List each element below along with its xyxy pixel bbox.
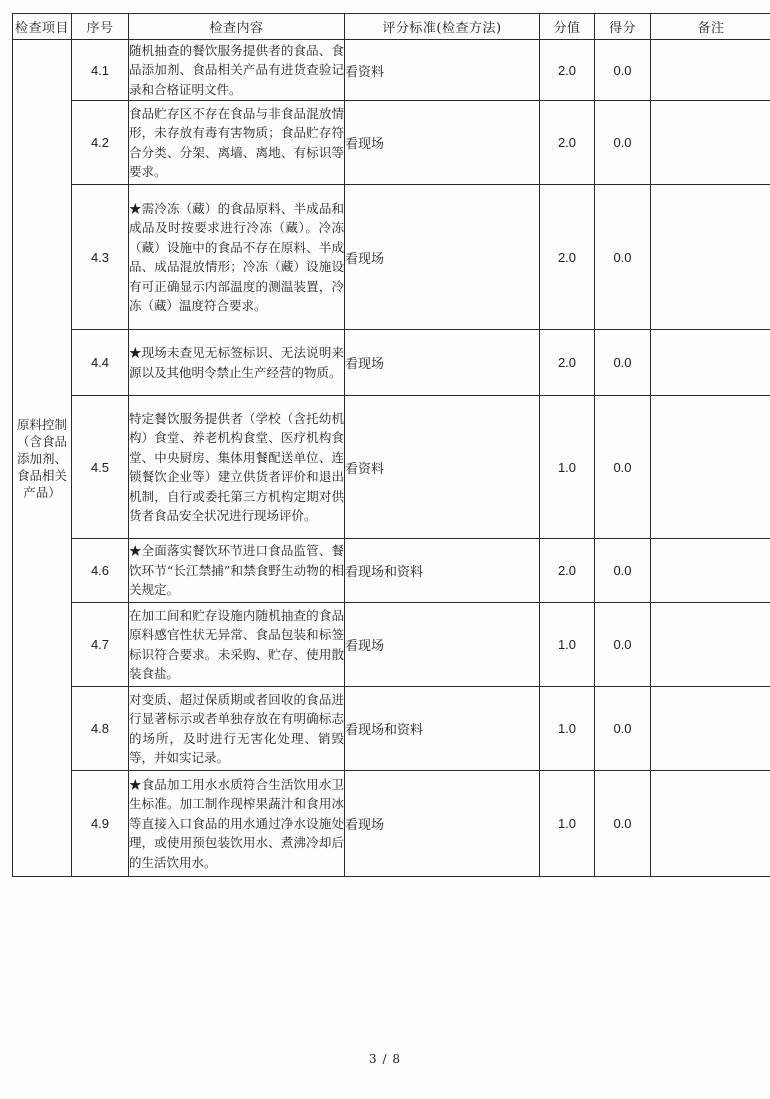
table-row bbox=[13, 539, 770, 603]
row-number: 4.1 bbox=[72, 40, 129, 101]
row-score: 1.0 bbox=[540, 771, 595, 877]
row-number: 4.4 bbox=[72, 330, 129, 396]
table-header-row bbox=[13, 14, 770, 40]
row-got[interactable]: 0.0 bbox=[595, 185, 651, 330]
row-note[interactable] bbox=[651, 396, 770, 539]
row-got[interactable]: 0.0 bbox=[595, 687, 651, 771]
row-number: 4.6 bbox=[72, 539, 129, 603]
table-row bbox=[13, 40, 770, 101]
header-number: 序号 bbox=[72, 14, 129, 40]
row-content: ★现场未查见无标签标识、无法说明来源以及其他明令禁止生产经营的物质。 bbox=[129, 330, 345, 396]
row-number: 4.9 bbox=[72, 771, 129, 877]
row-number: 4.7 bbox=[72, 603, 129, 687]
inspection-table bbox=[12, 13, 770, 877]
row-content: 特定餐饮服务提供者（学校（含托幼机构）食堂、养老机构食堂、医疗机构食堂、中央厨房、集体用餐配送单位、连锁餐饮企业等）建立供货者评价和退出机制，自行或委托第三方机构定期对供货者食品安全状况进行现场评价。 bbox=[129, 396, 345, 539]
header-score: 分值 bbox=[540, 14, 595, 40]
row-score: 1.0 bbox=[540, 687, 595, 771]
row-note[interactable] bbox=[651, 185, 770, 330]
row-got[interactable]: 0.0 bbox=[595, 539, 651, 603]
row-got[interactable]: 0.0 bbox=[595, 771, 651, 877]
row-score: 2.0 bbox=[540, 185, 595, 330]
row-content: ★全面落实餐饮环节进口食品监管、餐饮环节“长江禁捕”和禁食野生动物的相关规定。 bbox=[129, 539, 345, 603]
row-content: 在加工间和贮存设施内随机抽查的食品原料感官性状无异常、食品包装和标签标识符合要求。未采购、贮存、使用散装食盐。 bbox=[129, 603, 345, 687]
row-score: 2.0 bbox=[540, 101, 595, 185]
row-content: ★需冷冻（藏）的食品原料、半成品和成品及时按要求进行冷冻（藏）。冷冻（藏）设施中的食品不存在原料、半成品、成品混放情形；冷冻（藏）设施设有可正确显示内部温度的测温装置，冷冻（藏）温度符合要求。 bbox=[129, 185, 345, 330]
row-note[interactable] bbox=[651, 603, 770, 687]
row-got[interactable]: 0.0 bbox=[595, 40, 651, 101]
row-note[interactable] bbox=[651, 40, 770, 101]
row-method: 看现场和资料 bbox=[345, 539, 540, 603]
row-score: 1.0 bbox=[540, 396, 595, 539]
row-number: 4.3 bbox=[72, 185, 129, 330]
row-method: 看资料 bbox=[345, 40, 540, 101]
row-score: 2.0 bbox=[540, 40, 595, 101]
header-method: 评分标准(检查方法) bbox=[345, 14, 540, 40]
row-note[interactable] bbox=[651, 539, 770, 603]
row-note[interactable] bbox=[651, 101, 770, 185]
row-method: 看现场 bbox=[345, 101, 540, 185]
row-got[interactable]: 0.0 bbox=[595, 101, 651, 185]
row-method: 看现场和资料 bbox=[345, 687, 540, 771]
row-content: 食品贮存区不存在食品与非食品混放情形，未存放有毒有害物质；食品贮存符合分类、分架、离墙、离地、有标识等要求。 bbox=[129, 101, 345, 185]
row-note[interactable] bbox=[651, 687, 770, 771]
row-score: 2.0 bbox=[540, 539, 595, 603]
row-number: 4.8 bbox=[72, 687, 129, 771]
row-got[interactable]: 0.0 bbox=[595, 603, 651, 687]
header-content: 检查内容 bbox=[129, 14, 345, 40]
row-got[interactable]: 0.0 bbox=[595, 330, 651, 396]
table-row bbox=[13, 771, 770, 877]
row-number: 4.5 bbox=[72, 396, 129, 539]
row-got[interactable]: 0.0 bbox=[595, 396, 651, 539]
row-score: 1.0 bbox=[540, 603, 595, 687]
page-number: 3 / 8 bbox=[369, 1052, 401, 1066]
row-method: 看现场 bbox=[345, 185, 540, 330]
table-row bbox=[13, 603, 770, 687]
row-method: 看资料 bbox=[345, 396, 540, 539]
table-row bbox=[13, 330, 770, 396]
header-category: 检查项目 bbox=[13, 14, 72, 40]
row-content: 对变质、超过保质期或者回收的食品进行显著标示或者单独存放在有明确标志的场所，及时进行无害化处理、销毁等，并如实记录。 bbox=[129, 687, 345, 771]
row-method: 看现场 bbox=[345, 771, 540, 877]
row-score: 2.0 bbox=[540, 330, 595, 396]
row-method: 看现场 bbox=[345, 603, 540, 687]
header-got: 得分 bbox=[595, 14, 651, 40]
table-row bbox=[13, 396, 770, 539]
header-note: 备注 bbox=[651, 14, 770, 40]
row-method: 看现场 bbox=[345, 330, 540, 396]
row-content: 随机抽查的餐饮服务提供者的食品、食品添加剂、食品相关产品有进货查验记录和合格证明文件。 bbox=[129, 40, 345, 101]
table-row bbox=[13, 101, 770, 185]
row-number: 4.2 bbox=[72, 101, 129, 185]
row-note[interactable] bbox=[651, 330, 770, 396]
row-content: ★食品加工用水水质符合生活饮用水卫生标准。加工制作现榨果蔬汁和食用冰等直接入口食品的用水通过净水设施处理，或使用预包装饮用水、煮沸冷却后的生活饮用水。 bbox=[129, 771, 345, 877]
table-row bbox=[13, 687, 770, 771]
row-note[interactable] bbox=[651, 771, 770, 877]
table-row bbox=[13, 185, 770, 330]
category-cell: 原料控制（含食品添加剂、食品相关产品） bbox=[13, 40, 72, 877]
